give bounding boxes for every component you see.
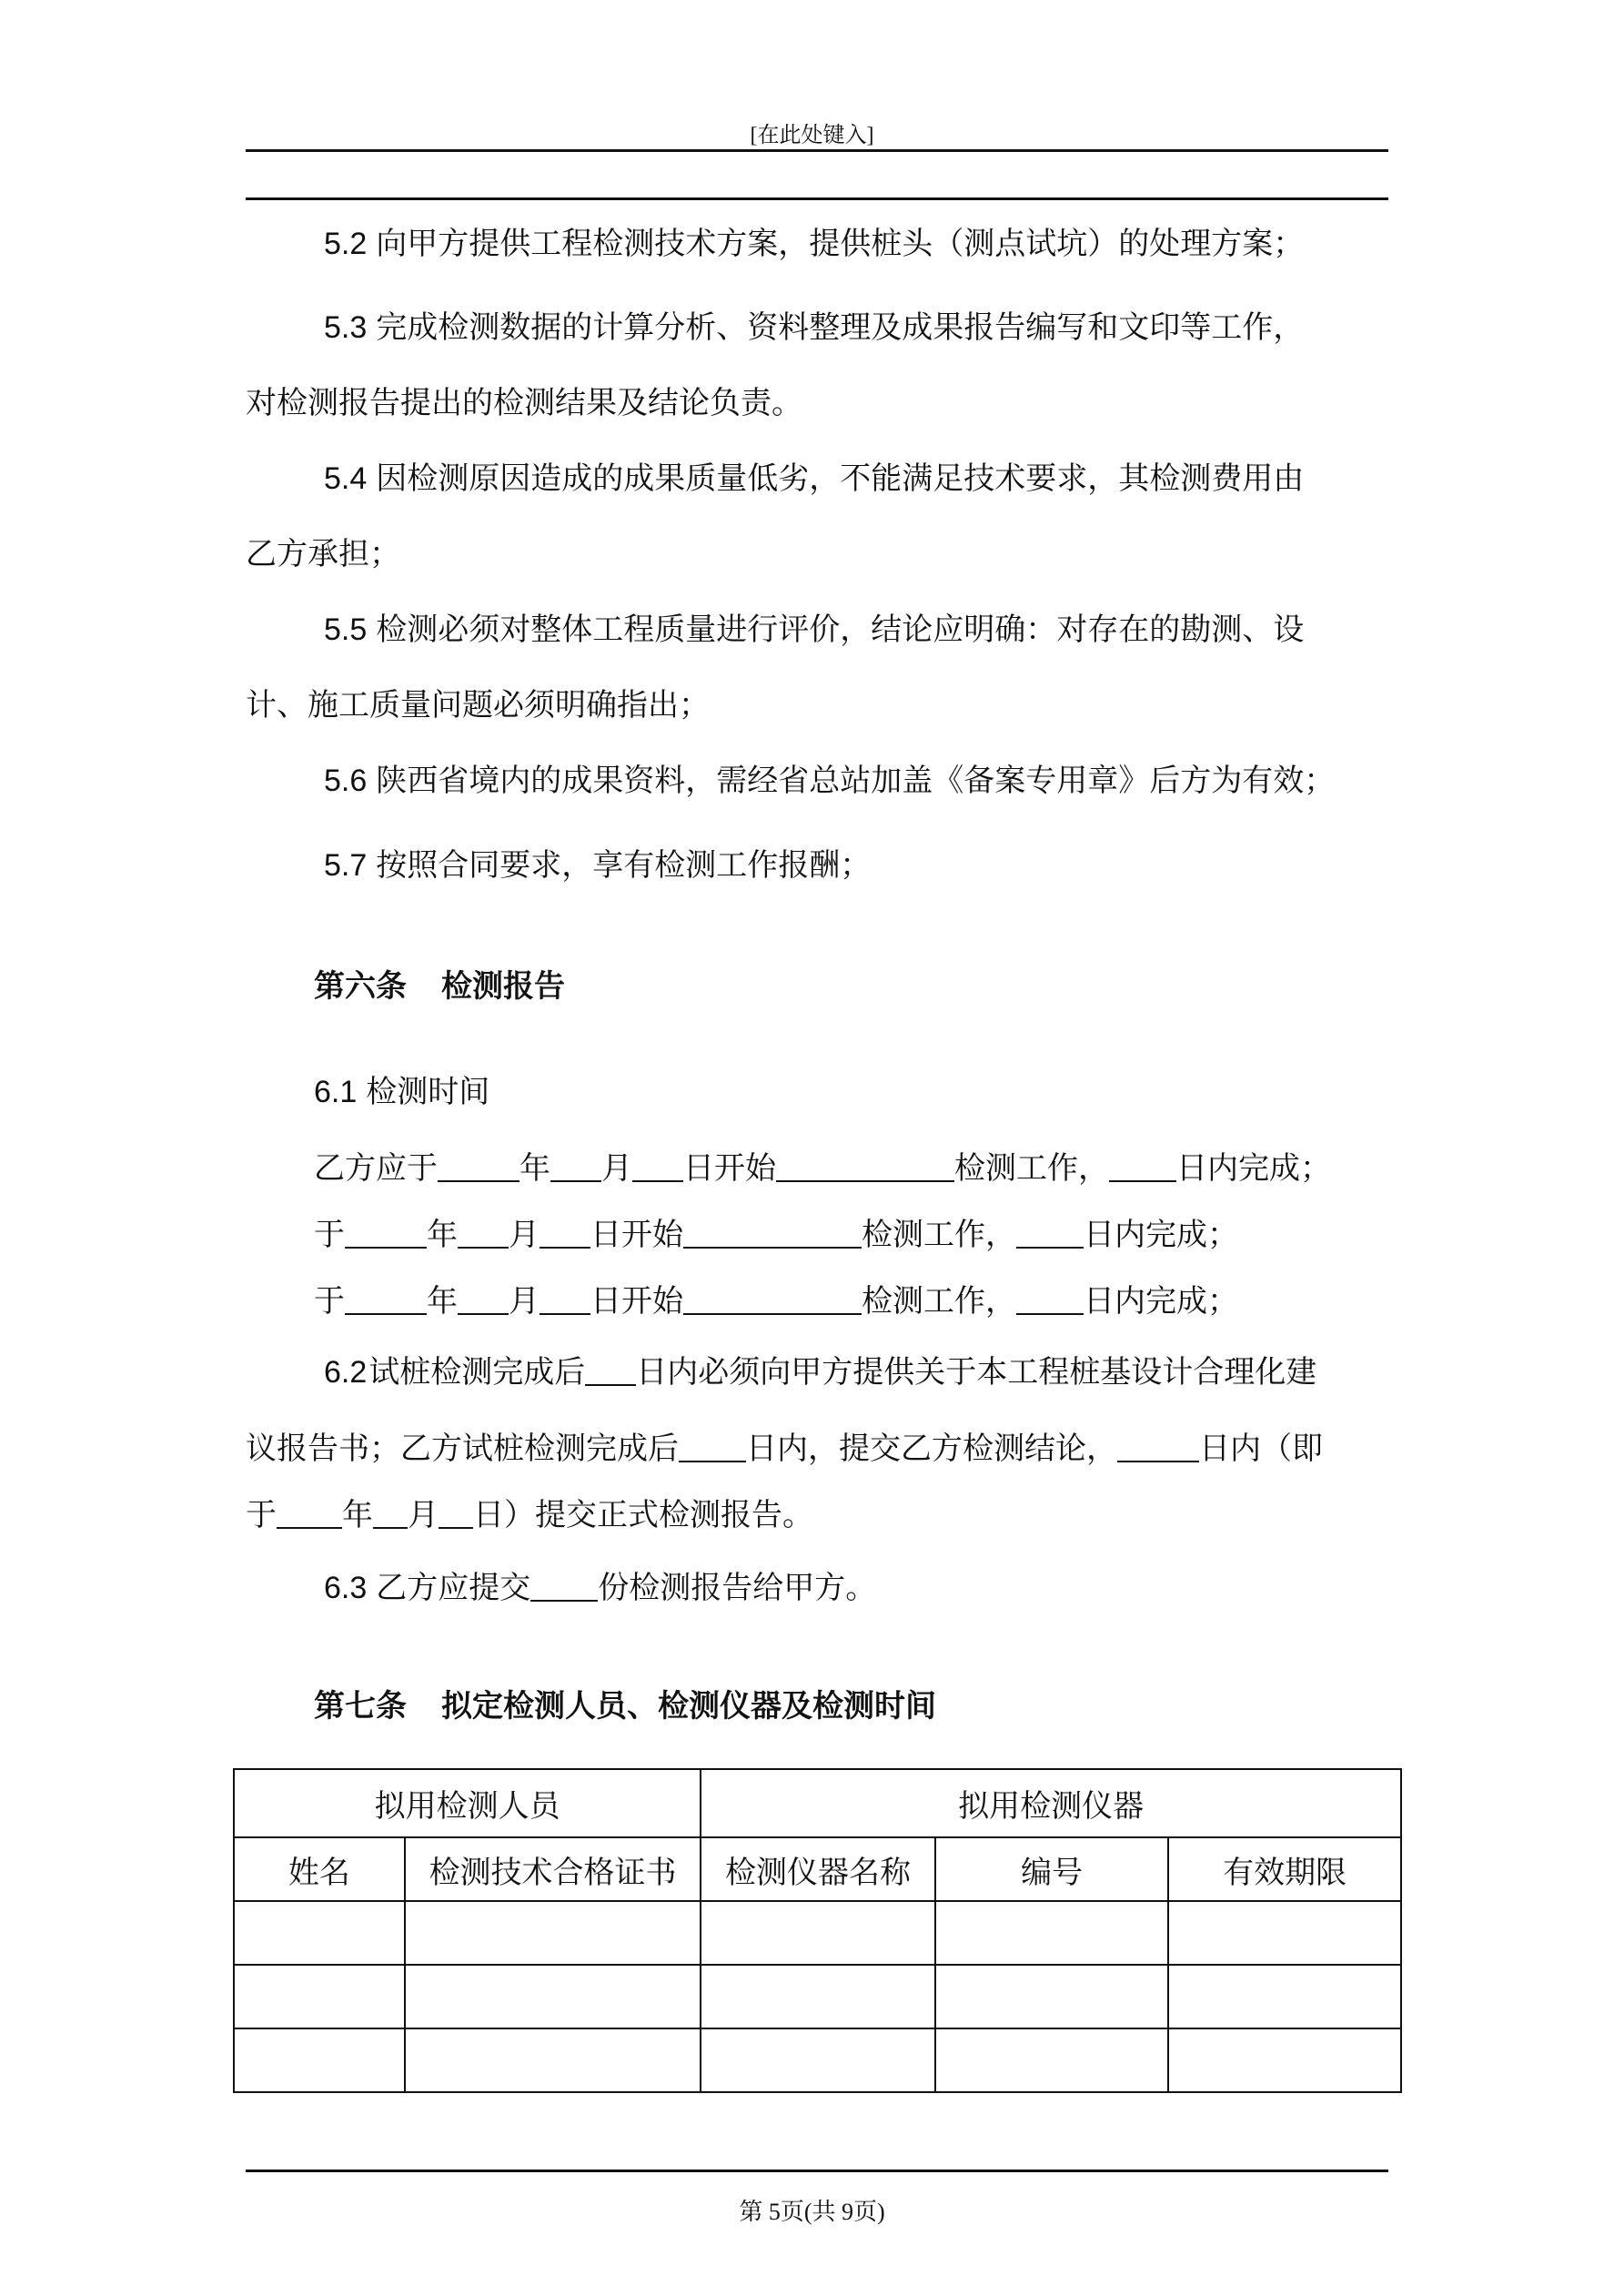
paragraph-5-4: 5.4 因检测原因造成的成果质量低劣，不能满足技术要求，其检测费用由: [324, 460, 1305, 497]
paragraph-6-3: 6.3 乙方应提交 份检测报告给甲方。: [324, 1570, 877, 1606]
table-cell[interactable]: [405, 1965, 701, 2028]
table-cell[interactable]: [701, 1965, 935, 2028]
table-cell[interactable]: [935, 1901, 1169, 1965]
group-header-instruments: 拟用检测仪器: [701, 1769, 1401, 1837]
table-cell[interactable]: [1168, 1965, 1401, 2028]
paragraph-6-1-title: 6.1 检测时间: [314, 1074, 490, 1110]
table-cell[interactable]: [701, 2028, 935, 2092]
table-cell[interactable]: [1168, 2028, 1401, 2092]
paragraph-5-5: 5.5 检测必须对整体工程质量进行评价，结论应明确：对存在的勘测、设: [324, 612, 1305, 648]
schedule-line-3: 于 年 月 日开始 检测工作， 日内完成；: [314, 1283, 1238, 1320]
table-cell[interactable]: [701, 1901, 935, 1965]
table-cell[interactable]: [234, 1965, 405, 2028]
page-footer: 第 5页(共 9页): [739, 2199, 885, 2225]
paragraph-5-7: 5.7 按照合同要求，享有检测工作报酬；: [324, 847, 872, 884]
column-header-name: 姓名: [234, 1837, 405, 1901]
section-6-heading: 第六条 检测报告: [314, 968, 565, 1005]
table-row: [234, 1901, 1401, 1965]
table-row: [234, 1965, 1401, 2028]
table-cell[interactable]: [234, 1901, 405, 1965]
paragraph-6-2-cont-2: 于 年 月 日）提交正式检测报告。: [246, 1497, 813, 1533]
paragraph-6-2-cont: 议报告书；乙方试桩检测完成后 日内，提交乙方检测结论， 日内（即: [246, 1431, 1323, 1467]
table-column-header-row: [234, 1837, 1401, 1901]
column-header-certificate: 检测技术合格证书: [405, 1837, 701, 1901]
column-header-validity-period: 有效期限: [1168, 1837, 1401, 1901]
page-header: [在此处键入]: [750, 124, 874, 147]
paragraph-6-2: 6.2试桩检测完成后 日内必须向甲方提供关于本工程桩基设计合理化建: [324, 1354, 1317, 1391]
section-7-heading: 第七条 拟定检测人员、检测仪器及检测时间: [314, 1688, 936, 1725]
footer-rule: [246, 2170, 1388, 2172]
table-cell[interactable]: [1168, 1901, 1401, 1965]
header-rule: [246, 149, 1388, 152]
paragraph-5-4-cont: 乙方承担；: [246, 536, 400, 572]
schedule-line-1: 乙方应于 年 月 日开始 检测工作， 日内完成；: [314, 1150, 1331, 1187]
paragraph-5-6: 5.6 陕西省境内的成果资料，需经省总站加盖《备案专用章》后方为有效；: [324, 763, 1336, 799]
header-rule-2: [246, 197, 1388, 200]
paragraph-5-3: 5.3 完成检测数据的计算分析、资料整理及成果报告编写和文印等工作，: [324, 309, 1305, 346]
table-cell[interactable]: [405, 2028, 701, 2092]
table-cell[interactable]: [935, 2028, 1169, 2092]
table-group-header-row: [234, 1769, 1401, 1837]
paragraph-5-3-cont: 对检测报告提出的检测结果及结论负责。: [246, 385, 802, 421]
table-row: [234, 2028, 1401, 2092]
paragraph-5-5-cont: 计、施工质量问题必须明确指出；: [246, 687, 710, 723]
schedule-line-2: 于 年 月 日开始 检测工作， 日内完成；: [314, 1217, 1238, 1253]
table-cell[interactable]: [935, 1965, 1169, 2028]
column-header-serial-number: 编号: [935, 1837, 1169, 1901]
table-cell[interactable]: [234, 2028, 405, 2092]
column-header-instrument-name: 检测仪器名称: [701, 1837, 935, 1901]
table-cell[interactable]: [405, 1901, 701, 1965]
paragraph-5-2: 5.2 向甲方提供工程检测技术方案，提供桩头（测点试坑）的处理方案；: [324, 226, 1305, 262]
group-header-personnel: 拟用检测人员: [234, 1769, 701, 1837]
personnel-instrument-table: [233, 1768, 1402, 2093]
